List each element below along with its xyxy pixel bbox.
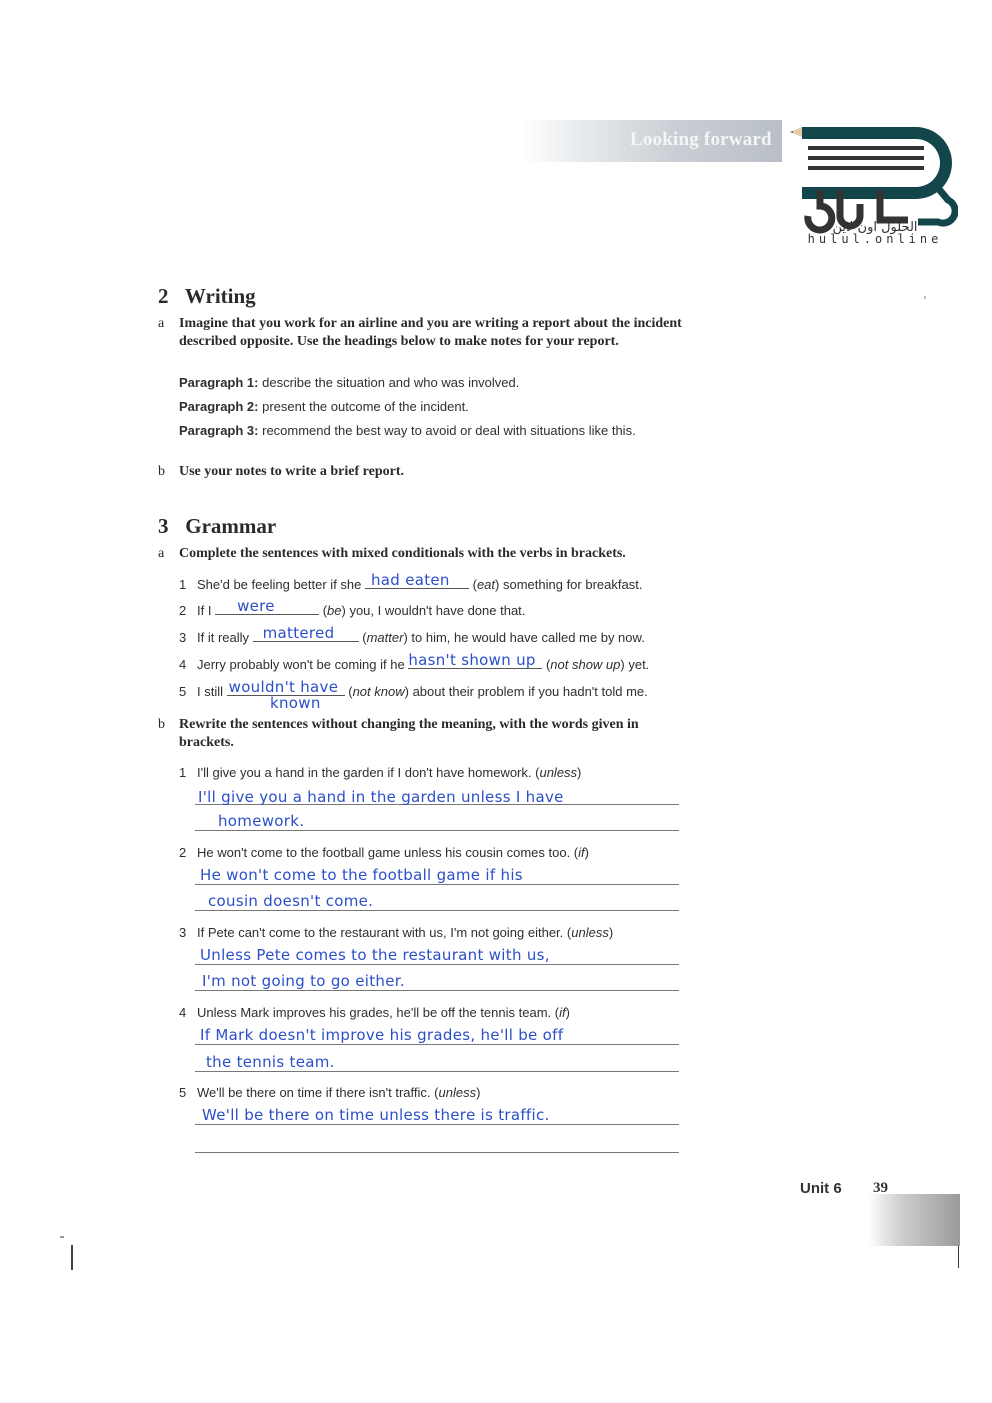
rewrite-item-4: 4 Unless Mark improves his grades, he'll be off the tennis team. (if) [179,1005,570,1020]
part-letter: a [158,546,165,561]
section-title: Writing [184,284,256,308]
sentence-end: yet. [628,657,650,672]
item-number: 2 [179,845,187,860]
item-number: 2 [179,603,187,618]
item-number: 5 [179,1085,187,1100]
verb-hint: be [327,603,342,618]
handwritten-answer: Unless Pete comes to the restaurant with us, [200,946,550,964]
original-sentence: If Pete can't come to the restaurant with us, I'm not going either. [197,925,564,940]
handwritten-answer: homework. [218,812,305,830]
answer-line[interactable] [195,1044,679,1045]
answer-line[interactable] [195,1071,679,1072]
paragraph-heading-3 [179,423,636,439]
logo-arabic-text: الحلول اون لاين [832,220,918,235]
rewrite-item-3: 3 If Pete can't come to the restaurant with us, I'm not going either. (unless) [179,925,614,940]
paragraph-heading-1 [179,375,519,391]
gap-fill-item-2: 2 If I were (be) you, I wouldn't have done that. [179,597,526,618]
instruction-text: Complete the sentences with mixed conditionals with the verbs in brackets. [179,546,626,561]
chapter-banner [520,120,782,162]
handwritten-answer: If Mark doesn't improve his grades, he'll be off [200,1026,564,1044]
instruction-text: Imagine that you work for an airline and you are writing a report about the incident described opposite. Use the headings below to make notes for your report. [179,316,682,349]
item-number: 4 [179,657,187,672]
original-sentence: I'll give you a hand in the garden if I don't have homework. [197,765,532,780]
logo-latin-text: hulul.online [807,232,943,246]
item-number: 1 [179,577,187,592]
rewrite-item-2: 2 He won't come to the football game unless his cousin comes too. (if) [179,845,589,860]
section-number: 2 [158,284,169,308]
section-grammar-heading [158,514,276,539]
rewrite-item-1: 1 I'll give you a hand in the garden if I don't have homework. (unless) [179,765,582,780]
original-sentence: We'll be there on time if there isn't traffic. [197,1085,431,1100]
handwritten-answer: cousin doesn't come. [208,892,374,910]
page-number: 39 [873,1180,888,1196]
site-logo [788,124,958,254]
sentence-end: about their problem if you hadn't told me. [412,684,648,699]
handwritten-answer: I'm not going to go either. [202,972,405,990]
handwritten-answer: wouldn't have [228,678,339,696]
verb-hint: matter [366,630,404,645]
instruction-text: Use your notes to write a brief report. [179,464,404,479]
item-number: 3 [179,925,187,940]
paragraph-desc: describe the situation and who was involved. [262,375,520,390]
answer-line[interactable] [195,884,679,885]
answer-line[interactable] [195,910,679,911]
paragraph-heading-2 [179,399,469,415]
handwritten-answer: the tennis team. [206,1053,335,1071]
gap-fill-item-3: 3 If it really mattered (matter) to him, he would have called me by now. [179,624,645,645]
answer-line[interactable] [195,1152,679,1153]
paragraph-label: Paragraph 2: [179,399,259,414]
part-letter: b [158,464,165,479]
item-number: 4 [179,1005,187,1020]
grammar-part-b-instruction [158,716,688,752]
grammar-part-a-instruction [158,545,698,563]
original-sentence: He won't come to the football game unless his cousin comes too. [197,845,571,860]
verb-hint: not show up [550,657,621,672]
handwritten-answer-continuation: known [270,694,321,712]
handwritten-answer: were [237,597,275,615]
handwritten-answer: mattered [262,624,335,642]
answer-blank[interactable] [365,573,469,589]
handwritten-answer: I'll give you a hand in the garden unless I have [198,788,564,806]
sentence-start: I still [197,684,223,699]
chapter-title: Looking forward [630,129,772,150]
gap-fill-item-4: 4 Jerry probably won't be coming if he hasn't shown up (not show up) yet. [179,651,650,672]
sentence-end: you, I wouldn't have done that. [349,603,526,618]
handwritten-answer: had eaten [371,571,450,589]
paragraph-label: Paragraph 3: [179,423,259,438]
sentence-start: Jerry probably won't be coming if he [197,657,405,672]
handwritten-answer: We'll be there on time unless there is traffic. [202,1106,550,1124]
writing-part-a-instruction [158,315,688,351]
gap-fill-item-5: 5 I still wouldn't have (not know) about their problem if you hadn't told me. [179,678,648,699]
part-letter: a [158,316,165,331]
writing-part-b-instruction [158,463,688,481]
sentence-start: If it really [197,630,250,645]
rewrite-item-5: 5 We'll be there on time if there isn't traffic. (unless) [179,1085,481,1100]
page-corner-tab [868,1194,960,1246]
keyword: if [559,1005,566,1020]
item-number: 5 [179,684,187,699]
answer-blank[interactable] [253,626,359,642]
paragraph-label: Paragraph 1: [179,375,259,390]
part-letter: b [158,717,165,732]
sentence-start: She'd be feeling better if she [197,577,362,592]
answer-blank[interactable] [408,653,542,669]
section-writing-heading [158,284,256,309]
crop-mark [958,1246,959,1268]
sentence-end: something for breakfast. [502,577,643,592]
handwritten-answer: He won't come to the football game if his [200,866,523,884]
keyword: if [578,845,585,860]
answer-line[interactable] [195,1124,679,1125]
unit-label: Unit 6 [800,1180,842,1197]
verb-hint: not know [352,684,405,699]
keyword: unless [571,925,609,940]
section-title: Grammar [185,514,277,538]
item-number: 1 [179,765,187,780]
item-number: 3 [179,630,187,645]
section-number: 3 [158,514,169,538]
instruction-text: Rewrite the sentences without changing the meaning, with the words given in brackets. [179,717,639,750]
paragraph-desc: recommend the best way to avoid or deal with situations like this. [262,423,636,438]
scan-mark [60,1236,64,1238]
handwritten-answer: hasn't shown up [408,651,536,669]
sentence-start: If I [197,603,212,618]
original-sentence: Unless Mark improves his grades, he'll be off the tennis team. [197,1005,552,1020]
paragraph-desc: present the outcome of the incident. [262,399,469,414]
crop-mark [71,1245,73,1270]
answer-line[interactable] [195,964,679,965]
keyword: unless [539,765,578,780]
gap-fill-item-1: 1 She'd be feeling better if she had eaten (eat) something for breakfast. [179,571,643,592]
verb-hint: eat [476,577,496,592]
keyword: unless [438,1085,477,1100]
answer-blank[interactable] [215,599,319,615]
answer-line[interactable] [195,990,679,991]
sentence-end: to him, he would have called me by now. [411,630,645,645]
scan-mark [924,296,926,299]
answer-line[interactable] [195,830,679,831]
